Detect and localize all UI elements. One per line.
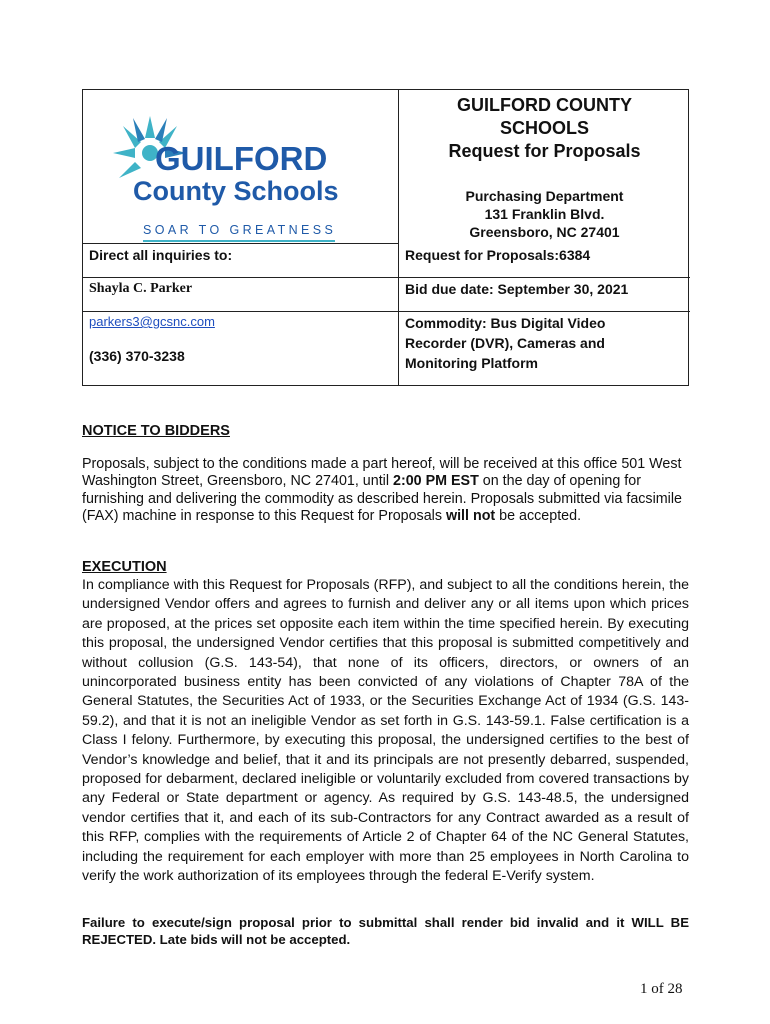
notice-will-not: will not (445, 508, 496, 525)
notice-paragraph (82, 456, 682, 526)
logo-text-2: County Schools (133, 176, 339, 206)
dept-name: Purchasing Department (465, 188, 624, 204)
execution-paragraph: In compliance with this Request for Proposals (RFP), and subject to all the conditions herein, the undersigned Vendor offers and agrees to furnish and deliver any or all items upon which prices are proposed, at the prices set opposite each item within the time specified herein. By executing this proposal, the undersigned Vendor certifies that this proposal is submitted competitively and without collusion (G.S. 143-54), that none of its officers, directors, or owners of an unincorporated business entity has been convicted of any violations of Chapter 78A of the General Statutes, the Securities Act of 1933, or the Securities Exchange Act of 1934 (G.S. 143-59.2), and that it is not an ineligible Vendor as set forth in G.S. 143-59.1. False certification is a Class I felony. Furthermore, by executing this proposal, the undersigned certifies to the best of Vendor’s knowledge and belief, that it and its principals are not presently debarred, suspended, proposed for debarment, declared ineligible or voluntarily excluded from covered transactions by any Federal or State department or agency. As required by G.S. 143-48.5, the undersigned vendor certifies that it, and each of its sub-Contractors for any Contract awarded as a result of this RFP, complies with the requirements of Article 2 of Chapter 64 of the NC General Statutes, including the requirement for each employer with more than 25 employees in North Carolina to verify the work authorization of its employees through the federal E-Verify system. (82, 577, 689, 885)
commodity-line-3: Monitoring Platform (405, 355, 538, 371)
page-number: 1 of 28 (640, 981, 683, 997)
inquiries-label: Direct all inquiries to: (89, 247, 233, 263)
notice-time: 2:00 PM EST (393, 473, 479, 490)
department-address (399, 187, 690, 241)
address-line-2: Greensboro, NC 27401 (469, 224, 620, 240)
notice-text-c: be accepted. (495, 508, 582, 525)
rfp-number: Request for Proposals:6384 (405, 247, 591, 263)
contact-name: Shayla C. Parker (89, 281, 193, 296)
contact-phone: (336) 370-3238 (89, 348, 185, 364)
guilford-logo (105, 108, 345, 253)
doc-type: Request for Proposals (448, 141, 641, 161)
commodity-line-1: Commodity: Bus Digital Video (405, 315, 606, 331)
sunburst-logo-icon (105, 108, 345, 253)
notice-text-a: Proposals, subject to the conditions made a part hereof, will be received at this office 501 West Washington Street, Greensboro, NC 27401, until (82, 456, 682, 490)
commodity (405, 313, 605, 373)
row-divider-3 (83, 311, 690, 312)
org-line-2: SCHOOLS (499, 118, 589, 138)
execution-heading: EXECUTION (82, 559, 167, 575)
failure-notice: Failure to execute/sign proposal prior to submittal shall render bid invalid and it WILL BE REJECTED. Late bids will not be accepted. (82, 915, 689, 947)
notice-text-b: on the day of opening for furnishing and delivering the commodity as described herein. Proposals submitted via facsimile (FAX) machine in response to this Request for Proposals (82, 473, 682, 525)
logo-tagline: SOAR TO GREATNESS (143, 223, 337, 237)
logo-text-1: GUILFORD (155, 140, 328, 177)
contact-email-link[interactable]: parkers3@gcsnc.com (89, 314, 215, 329)
header-table (82, 89, 689, 386)
bid-due-date: Bid due date: September 30, 2021 (405, 281, 629, 297)
notice-heading: NOTICE TO BIDDERS (82, 423, 230, 439)
row-divider-2 (83, 277, 690, 278)
org-line-1: GUILFORD COUNTY (457, 95, 632, 115)
commodity-line-2: Recorder (DVR), Cameras and (405, 335, 605, 351)
org-title (399, 94, 690, 163)
address-line-1: 131 Franklin Blvd. (484, 206, 605, 222)
